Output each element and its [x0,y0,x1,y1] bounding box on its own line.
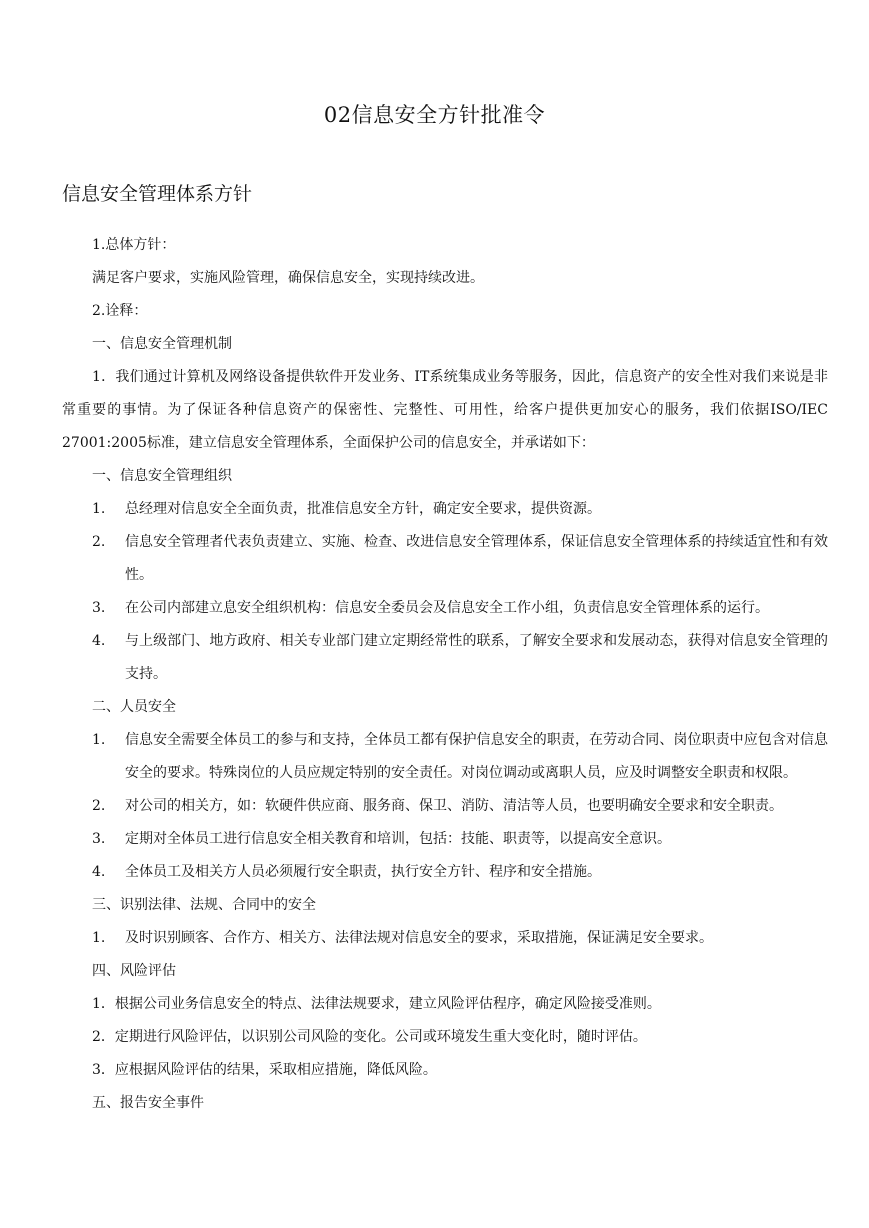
policy-line: 1.总体方针： [92,237,176,253]
list-text: 及时识别顾客、合作方、相关方、法律法规对信息安全的要求，采取措施，保证满足安全要求。 [125,930,713,946]
list-item [62,625,828,691]
policy-body [62,229,828,1120]
list-number: 4. [92,864,106,880]
list-number: 1. [92,501,106,517]
list-item [62,823,828,856]
list-item [62,856,828,889]
list-item [62,493,828,526]
section-heading: 二、人员安全 [92,699,176,715]
list-item [62,724,828,790]
policy-line: 3．应根据风险评估的结果，采取相应措施，降低风险。 [92,1062,437,1078]
list-number: 3. [92,600,106,616]
list-number: 3. [92,831,106,847]
list-text: 全体员工及相关方人员必须履行安全职责，执行安全方针、程序和安全措施。 [125,864,601,880]
policy-line: 1．根据公司业务信息安全的特点、法律法规要求，建立风险评估程序，确定风险接受准则。 [92,996,661,1012]
list-text: 在公司内部建立息安全组织机构：信息安全委员会及信息安全工作小组，负责信息安全管理体系的运行。 [125,600,769,616]
list-number: 4. [92,633,106,649]
list-number: 2. [92,534,106,550]
list-text: 信息安全管理者代表负责建立、实施、检查、改进信息安全管理体系，保证信息安全管理体系的持续适宜性和有效性。 [125,534,828,583]
list-text: 对公司的相关方，如：软硬件供应商、服务商、保卫、消防、清洁等人员，也要明确安全要求和安全职责。 [125,798,783,814]
list-number: 1. [92,930,106,946]
policy-line: 满足客户要求，实施风险管理，确保信息安全，实现持续改进。 [92,270,484,286]
section-heading: 五、报告安全事件 [92,1095,204,1111]
document-title: 02信息安全方针批准令 [323,103,546,127]
policy-paragraph: 1．我们通过计算机及网络设备提供软件开发业务、IT系统集成业务等服务，因此，信息资产的安全性对我们来说是非常重要的事情。为了保证各种信息资产的保密性、完整性、可用性，给客户提供更加安心的服务，我们依据ISO/IEC 27001:2005标准，建立信息安全管理体系，全面保护公司的信息安全，并承诺如下： [62,369,828,451]
section-heading: 四、风险评估 [92,963,176,979]
policy-line: 2.诠释： [92,303,148,319]
list-text: 信息安全需要全体员工的参与和支持，全体员工都有保护信息安全的职责，在劳动合同、岗位职责中应包含对信息安全的要求。特殊岗位的人员应规定特别的安全责任。对岗位调动或离职人员，应及时调整安全职责和权限。 [125,732,828,781]
section-title: 信息安全管理体系方针 [62,183,253,205]
list-item [62,592,828,625]
list-text: 定期对全体员工进行信息安全相关教育和培训，包括：技能、职责等，以提高安全意识。 [125,831,671,847]
section-heading: 三、识别法律、法规、合同中的安全 [92,897,316,913]
policy-line: 2．定期进行风险评估，以识别公司风险的变化。公司或环境发生重大变化时，随时评估。 [92,1029,647,1045]
list-number: 2. [92,798,106,814]
list-item [62,790,828,823]
list-item [62,922,828,955]
section-heading: 一、信息安全管理组织 [92,468,232,484]
list-text: 与上级部门、地方政府、相关专业部门建立定期经常性的联系，了解安全要求和发展动态，获得对信息安全管理的支持。 [125,633,828,682]
list-number: 1. [92,732,106,748]
list-text: 总经理对信息安全全面负责，批准信息安全方针，确定安全要求，提供资源。 [125,501,601,517]
section-heading: 一、信息安全管理机制 [92,336,232,352]
list-item [62,526,828,592]
